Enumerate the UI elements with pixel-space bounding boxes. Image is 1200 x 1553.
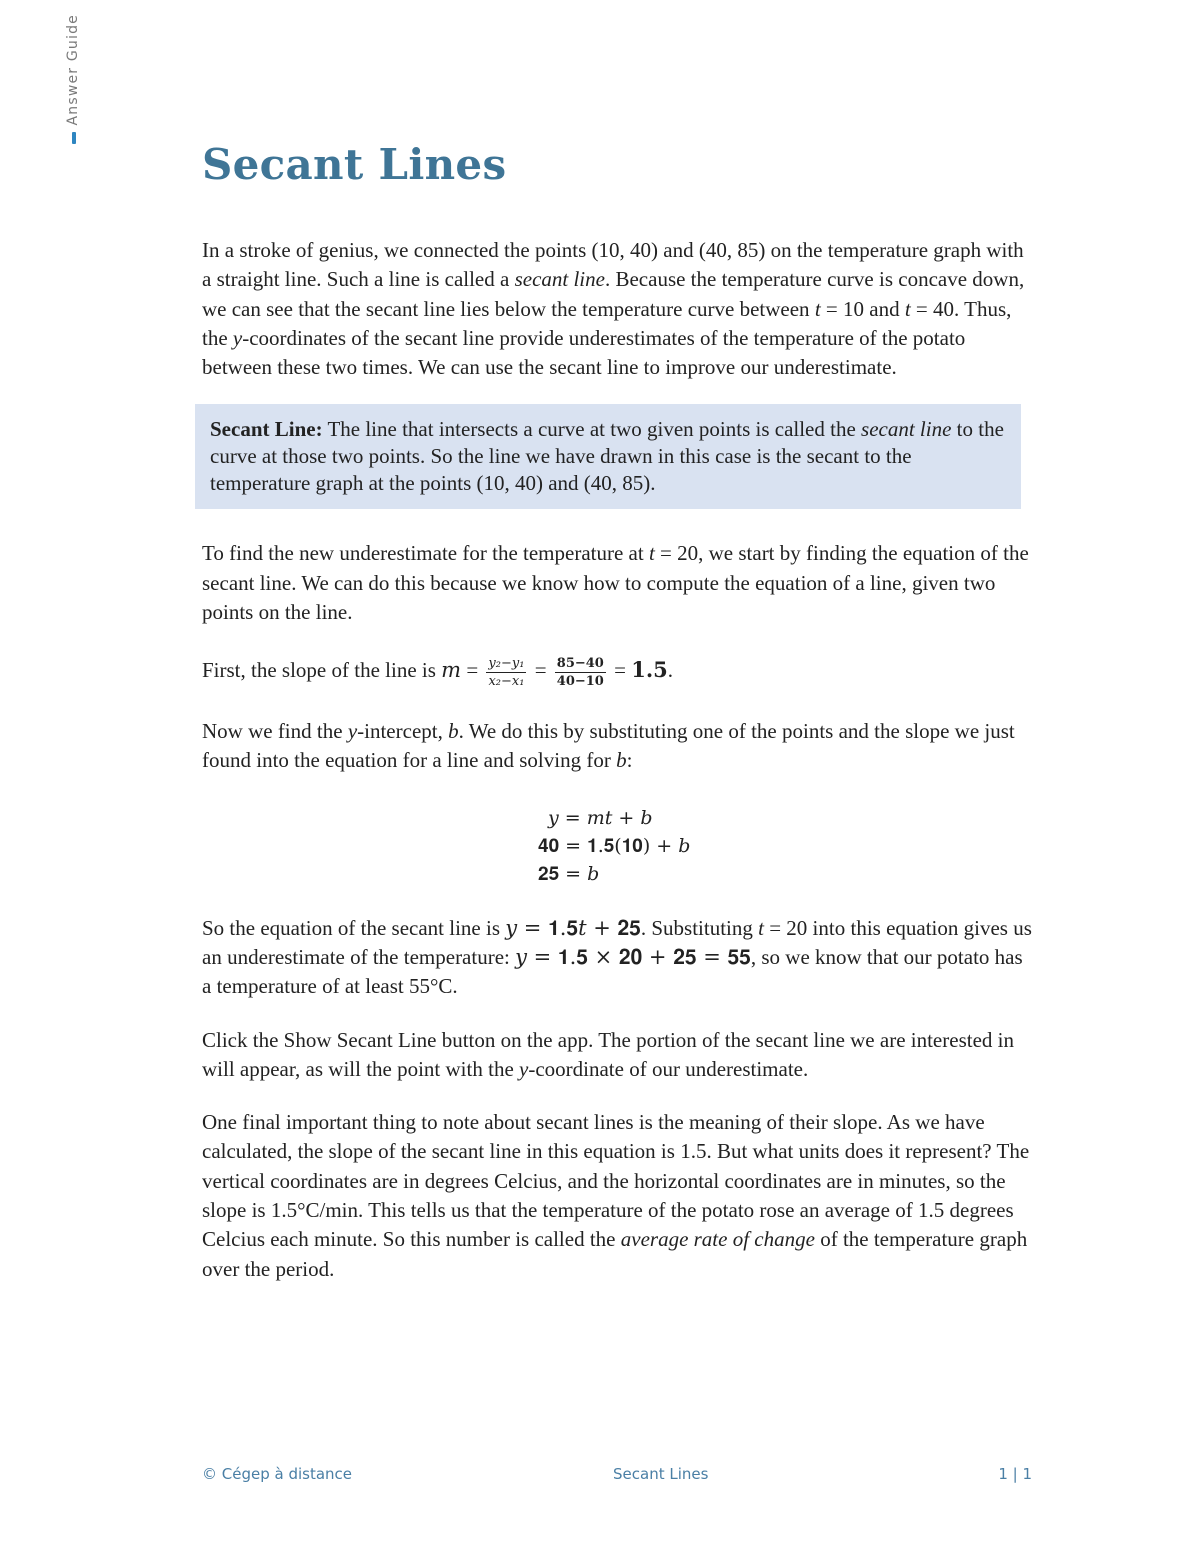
text-run: . — [667, 658, 673, 683]
fraction-slope-values — [555, 656, 606, 689]
math-variable: t — [814, 296, 821, 321]
paragraph-secant-equation — [202, 914, 1032, 1002]
text-run: To find the new underestimate for the temperature at — [202, 541, 649, 566]
footer-title: Secant Lines — [613, 1465, 709, 1483]
text-run: . Substituting — [640, 915, 759, 940]
math-variable: t — [904, 296, 911, 321]
inline-equation: 𝑦 = 𝟏.𝟓 × 𝟐𝟎 + 𝟐𝟓 = 𝟓𝟓 — [515, 944, 751, 969]
text-run: . Because the temperature curve is concave down, we can see that the secant line lies below the temperature curve between — [202, 267, 1025, 321]
text-run: -coordinate of our underestimate. — [528, 1056, 809, 1081]
emphasis-secant-line: secant line — [514, 267, 605, 292]
fraction-numerator: y₂−y₁ — [488, 656, 525, 672]
text-run: In a stroke of genius, we connected the points (10, 40) and (40, 85) on the temperature graph with a straight line. Such a line is called a — [202, 238, 1024, 292]
text-run: So the equation of the secant line is — [202, 915, 506, 940]
text-run: of the temperature graph over the period. — [202, 1227, 1028, 1281]
math-variable: y — [232, 325, 243, 350]
text-run: = 20 into this equation gives us an underestimate of the temperature: — [202, 915, 1032, 969]
main-content — [202, 236, 1032, 1284]
side-label — [62, 14, 84, 144]
math-variable: b — [448, 719, 459, 744]
text-run: One final important thing to note about secant lines is the meaning of their slope. As we have calculated, the slope of the secant line in this equation is 1.5. But what units does it represent? The vertical coordinates are in degrees Celcius, and the horizontal coordinates are in minutes, so the slope is 1.5°C/min. This tells us that the temperature of the potato rose an average of 1.5 degrees Celcius each minute. So this number is called the — [202, 1110, 1030, 1252]
callout-label: Secant Line: — [210, 417, 323, 442]
equation-block — [538, 804, 1032, 888]
math-variable: y — [347, 719, 358, 744]
text-run: , so we know that our potato has a temperature of at least 55°C. — [202, 944, 1023, 999]
emphasis-secant-line: secant line — [861, 417, 952, 442]
paragraph-average-rate — [202, 1108, 1032, 1284]
footer-copyright: © Cégep à distance — [202, 1465, 353, 1483]
paragraph-intro — [202, 236, 1032, 382]
fraction-slope-formula — [486, 656, 526, 689]
paragraph-intercept — [202, 717, 1032, 776]
text-run: : — [626, 748, 633, 773]
math-variable: y — [519, 1056, 529, 1081]
text-run: . We do this by substituting one of the points and the slope we just found into the equation for a line and solving for — [202, 719, 1015, 773]
definition-callout — [195, 404, 1021, 509]
footer-page-number: 1 | 1 — [998, 1465, 1032, 1483]
paragraph-show-secant — [202, 1026, 1032, 1085]
text-run: Click the Show Secant Line button on the app. The portion of the secant line we are interested in will appear, as will the point with the — [202, 1027, 1014, 1081]
side-label-text: Answer Guide — [65, 14, 81, 126]
fraction-numerator: 85−40 — [556, 656, 604, 672]
slope-result: 1.5 — [631, 657, 668, 683]
paragraph-find-underestimate — [202, 539, 1032, 627]
text-run: Now we find the — [202, 719, 348, 744]
text-run: First, the slope of the line is — [202, 658, 442, 683]
text-run: = 40. Thus, the — [202, 296, 1012, 350]
math-variable: b — [616, 748, 627, 773]
equals-sign: = — [461, 658, 484, 683]
equals-sign: = — [608, 658, 632, 683]
equation-line: 𝟒𝟎 = 𝟏.𝟓(𝟏𝟎) + 𝑏 — [538, 834, 691, 857]
inline-equation: 𝑦 = 𝟏.𝟓𝑡 + 𝟐𝟓 — [505, 915, 641, 940]
text-run: = 10 and — [820, 296, 905, 321]
math-variable: t — [648, 541, 655, 566]
text-run: -coordinates of the secant line provide underestimates of the temperature of the potato between these two times. We can use the secant line to improve our underestimate. — [202, 325, 966, 380]
equation-line: 𝑦 = 𝑚𝑡 + 𝑏 — [548, 806, 653, 829]
text-run: = 20, we start by finding the equation of the secant line. We can do this because we know how to compute the equation of a line, given two points on the line. — [202, 541, 1029, 625]
math-variable: t — [758, 915, 764, 940]
text-run: -intercept, — [357, 719, 449, 744]
text-run: The line that intersects a curve at two given points is called the — [322, 417, 862, 442]
text-run: to the curve at those two points. So the line we have drawn in this case is the secant to the temperature graph at the points (10, 40) and (40, 85). — [210, 417, 1004, 496]
fraction-denominator: x₂−x₁ — [488, 674, 525, 690]
equals-sign: = — [529, 658, 552, 683]
paragraph-slope — [202, 655, 1032, 689]
equation-line: 𝟐𝟓 = 𝑏 — [538, 862, 600, 885]
math-variable: m — [441, 658, 462, 683]
page-title: Secant Lines — [202, 140, 507, 189]
fraction-denominator: 40−10 — [556, 674, 604, 690]
side-accent-bar — [72, 132, 76, 144]
emphasis-average-rate: average rate of change — [620, 1227, 815, 1252]
page-footer — [202, 1465, 1032, 1487]
